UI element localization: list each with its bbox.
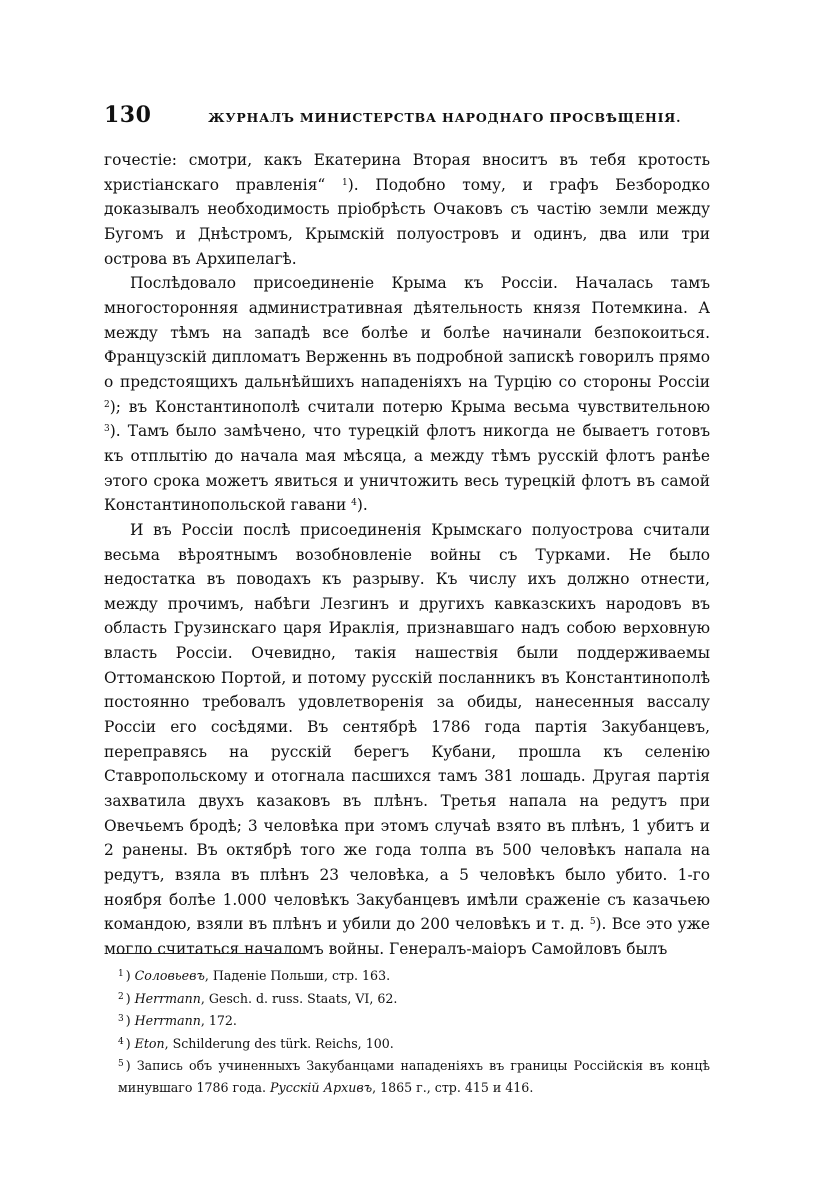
text-span: ).: [356, 496, 368, 515]
footnote-text: Запись объ учиненныхъ Закубанцами нападеніяхъ въ границы Россійскія въ концѣ минувшаго 1786 года.: [118, 1058, 711, 1095]
text-span: ). Подобно тому, и графъ Безбородко доказывалъ необходимость пріобрѣсть Очаковъ съ частію земли между Бугомъ и Днѣстромъ, Крымскій полуостровъ и одинъ, два или три острова въ Архипелагѣ.: [104, 175, 710, 268]
paragraph-3: [104, 518, 710, 962]
footnote-mark: 4: [118, 1036, 124, 1047]
footnote-text: , Schilderung des türk. Reichs, 100.: [164, 1035, 394, 1051]
footnote-text: , Паденіе Польши, стр. 163.: [204, 968, 391, 984]
footnote-ref: 1: [342, 177, 348, 188]
footnote-author: Herrmann: [134, 990, 201, 1006]
text-span: ). Тамъ было замѣчено, что турецкій флотъ никогда не бываетъ готовъ къ отплытію до начала мая мѣсяца, а между тѣмъ русскій флотъ ранѣе этого срока можетъ явиться и уничтожить весь турецкій флотъ въ самой Константинопольской гавани: [104, 422, 710, 515]
text-span: ); въ Константинополѣ считали потерю Крыма весьма чувствительною: [109, 397, 710, 416]
paragraph-2: [104, 271, 710, 518]
footnote-mark: 3: [118, 1014, 124, 1025]
footnote-4: $^4$ ) Eton, Schilderung des türk. Reichs, 100.: [118, 1035, 394, 1051]
footnote-5: $^5$ ) Запись объ учиненныхъ Закубанцами нападеніяхъ въ границы Россійскія въ концѣ минувшаго 1786 года. Русскій Архивъ, 1865 г., стр. 415 и 416.: [118, 1058, 711, 1095]
footnote-author: Русскій Архивъ: [270, 1079, 373, 1095]
footnotes: [104, 964, 710, 1098]
text-span: И въ Россіи послѣ присоединенія Крымскаго полуострова считали весьма вѣроятнымъ возобновленіе войны съ Турками. Не было недостатка въ поводахъ къ разрыву. Къ числу ихъ должно отнести, между прочимъ, набѣги Лезгинъ и другихъ кавказскихъ народовъ въ область Грузинскаго царя Ираклія, признавшаго надъ собою верховную власть Россіи. Очевидно, такія нашествія были поддерживаемы Оттоманскою Портой, и потому русскій посланникъ въ Константинополѣ постоянно требовалъ удовлетворенія за обиды, нанесенныя вассалу Россіи его сосѣдями. Въ сентябрѣ 1786 года партія Закубанцевъ, переправясь на русскій берегъ Кубани, прошла къ селенію Ставропольскому и отогнала пасшихся тамъ 381 лошадь. Другая партія захватила двухъ казаковъ въ плѣнъ. Третья напала на редутъ при Овечьемъ бродѣ; 3 человѣка при этомъ случаѣ взято въ плѣнъ, 1 убитъ и 2 ранены. Въ октябрѣ того же года толпа въ 500 человѣкъ напала на редутъ, взяла въ плѣнъ 23 человѣка, а 5 человѣкъ было убито. 1-го ноября болѣе 1.000 человѣкъ Закубанцевъ имѣли сраженіе съ казачьею командою, взяли въ плѣнъ и убили до 200 человѣкъ и т. д.: [104, 520, 710, 934]
text-span: Послѣдовало присоединеніе Крыма къ Россіи. Началась тамъ многосторонняя административная дѣятельность князя Потемкина. А между тѣмъ на западѣ все болѣе и болѣе начинали безпокоиться. Французскій дипломатъ Верженнь въ подробной запискѣ говорилъ прямо о предстоящихъ дальнѣйшихъ нападеніяхъ на Турцію со стороны Россіи: [104, 274, 710, 391]
footnote-author: Соловьевъ: [134, 968, 205, 984]
running-title: ЖУРНАЛЪ МИНИСТЕРСТВА НАРОДНАГО ПРОСВѢЩЕНІЯ.: [208, 110, 682, 125]
footnote-text: , 172.: [200, 1013, 237, 1029]
footnote-ref: 5: [589, 917, 596, 928]
text-span: ). Все это уже могло считаться началомъ войны. Генералъ-маіоръ Самойловъ былъ: [104, 915, 710, 958]
body-text: [104, 148, 710, 962]
page-number: 130: [104, 102, 152, 128]
footnote-author: Herrmann: [134, 1013, 201, 1029]
footnote-divider: [116, 953, 304, 954]
text-span: гочестіе: смотри, какъ Екатерина Вторая вноситъ въ тебя кротость христіанскаго правленія“: [104, 151, 710, 194]
footnote-author: Eton: [134, 1035, 165, 1051]
page-header: [104, 102, 714, 132]
footnote-ref: 2: [104, 399, 110, 410]
footnote-3: $^3$ ) Herrmann, 172.: [118, 1013, 237, 1029]
footnote-ref: 3: [104, 424, 110, 435]
footnote-mark: 1: [118, 969, 124, 979]
footnote-ref: 4: [351, 498, 357, 509]
paragraph-1: [104, 148, 710, 271]
footnote-2: $^2$ ) Herrmann, Gesch. d. russ. Staats, VI, 62.: [118, 990, 398, 1006]
footnote-1: $^1$ ) Соловьевъ, Паденіе Польши, стр. 163.: [118, 968, 391, 984]
footnote-text: , 1865 г., стр. 415 и 416.: [372, 1079, 534, 1095]
footnote-mark: 5: [118, 1059, 124, 1070]
footnote-mark: 2: [118, 991, 124, 1002]
footnote-text: , Gesch. d. russ. Staats, VI, 62.: [200, 990, 398, 1006]
